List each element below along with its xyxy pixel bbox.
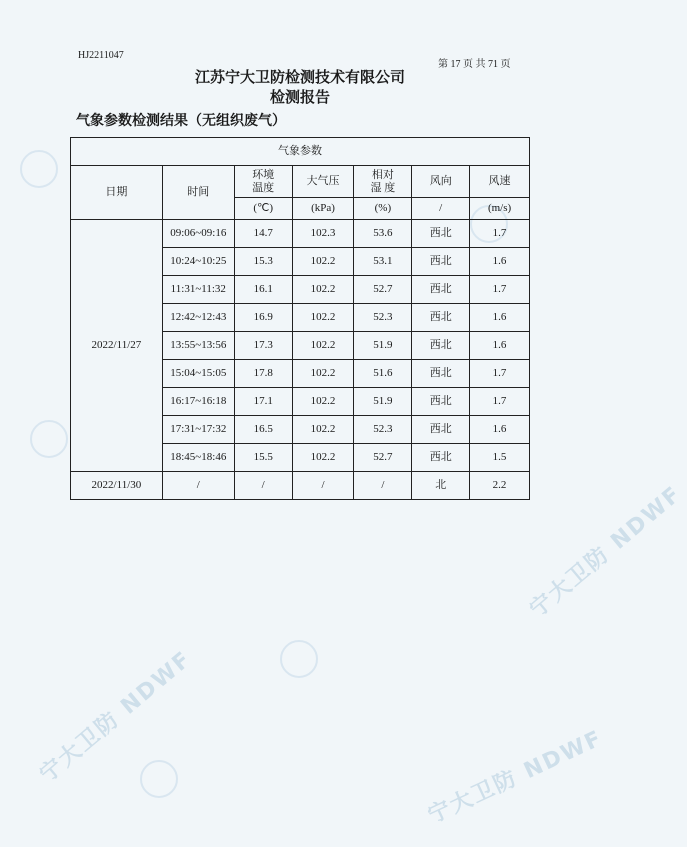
wind-dir-cell: 西北	[412, 304, 470, 332]
watermark-seal-icon	[30, 420, 68, 458]
wind-speed-cell: 1.7	[470, 360, 530, 388]
pressure-cell: 102.2	[292, 248, 354, 276]
unit-pressure: (kPa)	[292, 198, 354, 220]
pressure-cell: 102.2	[292, 276, 354, 304]
pressure-cell: 102.2	[292, 304, 354, 332]
table-row	[71, 472, 530, 500]
document-id: HJ2211047	[78, 50, 124, 61]
unit-temp: (℃)	[234, 198, 292, 220]
humidity-cell: 51.9	[354, 388, 412, 416]
time-cell: 12:42~12:43	[162, 304, 234, 332]
temp-cell: 15.3	[234, 248, 292, 276]
watermark-seal-icon	[20, 150, 58, 188]
wind-speed-cell: 1.6	[470, 248, 530, 276]
humidity-cell: 52.7	[354, 444, 412, 472]
humidity-cell: 52.3	[354, 416, 412, 444]
humidity-cell: 52.7	[354, 276, 412, 304]
watermark-text: 宁大卫防 NDWF	[525, 481, 687, 623]
temp-cell: 17.8	[234, 360, 292, 388]
wind-dir-cell: 西北	[412, 360, 470, 388]
wind-speed-cell: 1.6	[470, 416, 530, 444]
watermark-text: 宁大卫防 NDWF	[35, 646, 197, 788]
wind-dir-cell: 西北	[412, 220, 470, 248]
date-cell: 2022/11/30	[71, 472, 163, 500]
pressure-cell: 102.2	[292, 360, 354, 388]
col-header-date: 日期	[71, 166, 163, 220]
wind-speed-cell: 1.7	[470, 276, 530, 304]
temp-cell: 15.5	[234, 444, 292, 472]
weather-table	[70, 137, 530, 500]
col-header-pressure: 大气压	[292, 166, 354, 198]
time-cell: 16:17~16:18	[162, 388, 234, 416]
report-title: 检测报告	[269, 88, 330, 106]
col-header-humidity	[354, 166, 412, 198]
temp-cell: 17.1	[234, 388, 292, 416]
wind-dir-cell: 西北	[412, 444, 470, 472]
table-group-title: 气象参数	[71, 138, 530, 166]
col-header-wind-dir: 风向	[412, 166, 470, 198]
watermark-seal-icon	[280, 640, 318, 678]
table-row	[71, 220, 530, 248]
pressure-cell: 102.2	[292, 332, 354, 360]
temp-cell: 14.7	[234, 220, 292, 248]
unit-humidity: (%)	[354, 198, 412, 220]
wind-speed-cell: 1.7	[470, 388, 530, 416]
time-cell: /	[162, 472, 234, 500]
watermark-seal-icon	[140, 760, 178, 798]
pressure-cell: 102.2	[292, 416, 354, 444]
unit-wind-dir: /	[412, 198, 470, 220]
time-cell: 13:55~13:56	[162, 332, 234, 360]
temp-cell: 16.1	[234, 276, 292, 304]
humidity-cell: 51.6	[354, 360, 412, 388]
humidity-cell: 51.9	[354, 332, 412, 360]
pressure-cell: /	[292, 472, 354, 500]
col-header-temp-line1: 环境	[252, 168, 275, 181]
wind-dir-cell: 北	[412, 472, 470, 500]
date-cell: 2022/11/27	[71, 220, 163, 472]
pressure-cell: 102.3	[292, 220, 354, 248]
wind-dir-cell: 西北	[412, 248, 470, 276]
wind-dir-cell: 西北	[412, 416, 470, 444]
time-cell: 17:31~17:32	[162, 416, 234, 444]
company-name: 江苏宁大卫防检测技术有限公司	[194, 68, 405, 86]
section-title: 气象参数检测结果（无组织废气）	[76, 113, 286, 129]
humidity-cell: 52.3	[354, 304, 412, 332]
col-header-humidity-line2: 湿 度	[370, 181, 396, 194]
wind-speed-cell: 1.7	[470, 220, 530, 248]
time-cell: 11:31~11:32	[162, 276, 234, 304]
humidity-cell: 53.6	[354, 220, 412, 248]
watermark-text: 宁大卫防 NDWF	[424, 725, 607, 829]
wind-speed-cell: 1.5	[470, 444, 530, 472]
temp-cell: 16.5	[234, 416, 292, 444]
humidity-cell: /	[354, 472, 412, 500]
wind-speed-cell: 1.6	[470, 304, 530, 332]
col-header-humidity-line1: 相对	[371, 168, 394, 181]
time-cell: 10:24~10:25	[162, 248, 234, 276]
col-header-time: 时间	[162, 166, 234, 220]
temp-cell: /	[234, 472, 292, 500]
wind-speed-cell: 1.6	[470, 332, 530, 360]
humidity-cell: 53.1	[354, 248, 412, 276]
col-header-wind-speed: 风速	[470, 166, 530, 198]
time-cell: 18:45~18:46	[162, 444, 234, 472]
time-cell: 15:04~15:05	[162, 360, 234, 388]
wind-dir-cell: 西北	[412, 276, 470, 304]
temp-cell: 16.9	[234, 304, 292, 332]
pressure-cell: 102.2	[292, 444, 354, 472]
temp-cell: 17.3	[234, 332, 292, 360]
pressure-cell: 102.2	[292, 388, 354, 416]
wind-speed-cell: 2.2	[470, 472, 530, 500]
col-header-temp	[234, 166, 292, 198]
wind-dir-cell: 西北	[412, 332, 470, 360]
unit-wind-speed: (m/s)	[470, 198, 530, 220]
time-cell: 09:06~09:16	[162, 220, 234, 248]
wind-dir-cell: 西北	[412, 388, 470, 416]
page-number: 第 17 页 共 71 页	[438, 59, 511, 70]
col-header-temp-line2: 温度	[252, 181, 275, 194]
